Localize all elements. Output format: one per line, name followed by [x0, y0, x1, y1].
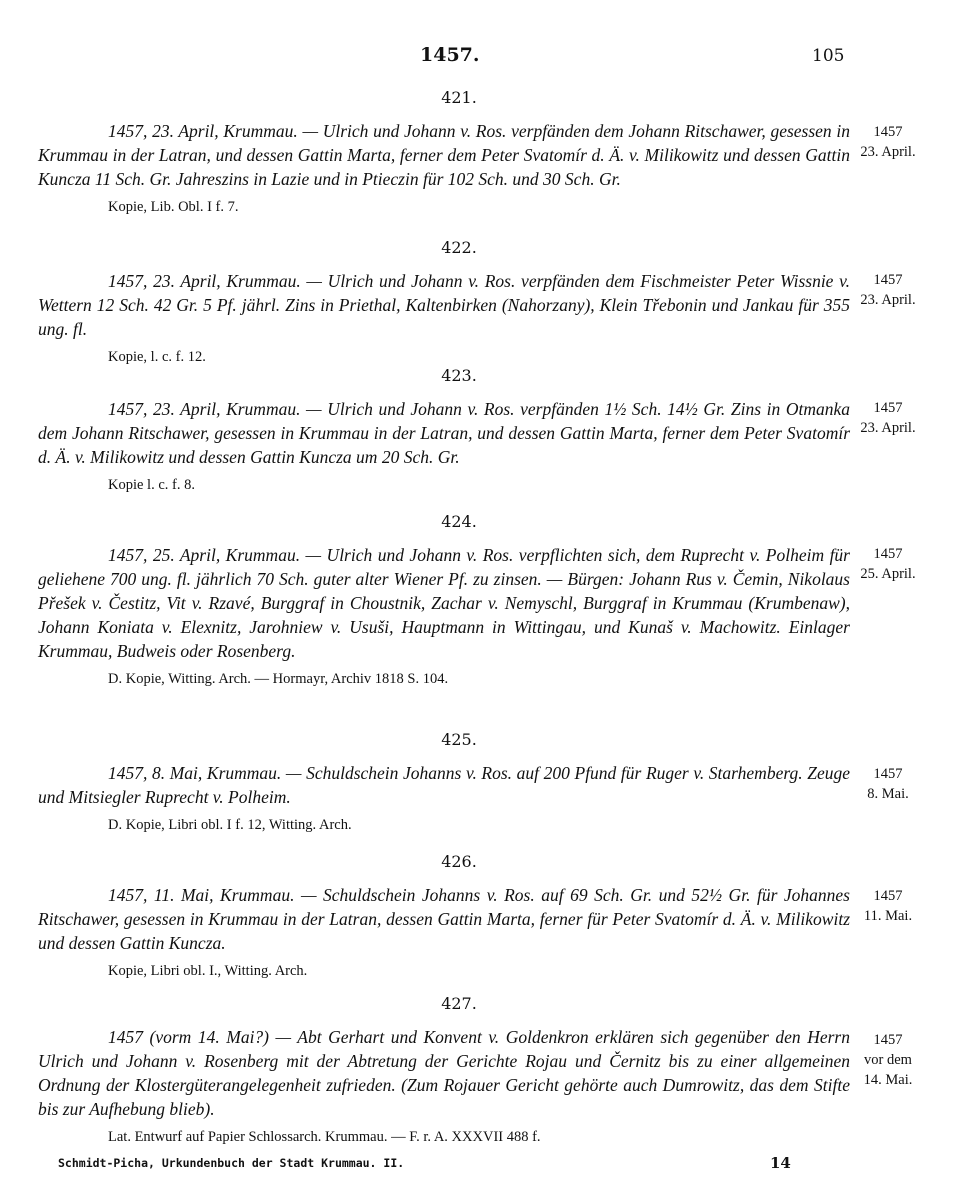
entry-source: Kopie, Libri obl. I., Witting. Arch.: [108, 963, 308, 979]
entry-422: [38, 238, 850, 366]
running-header-year: 1457.: [420, 44, 480, 66]
entry-427: [38, 994, 850, 1146]
margin-date-427: 1457 vor dem 14. Mai.: [863, 1032, 913, 1088]
entry-number: 422.: [441, 238, 477, 257]
margin-date-421: 1457 23. April.: [860, 124, 916, 160]
entry-number: 421.: [441, 88, 477, 107]
margin-date-423: 1457 23. April.: [860, 400, 916, 436]
entry-text: 1457, 23. April, Krummau. — Ulrich und Johann v. Ros. verpfänden 1½ Sch. 14½ Gr. Zins in Otmanka dem Johann Ritschawer, gesessen in Krummau in der Latran, und dessen Gattin Marta, ferner dem Peter Svatomír d. Ä. v. Milikowitz und dessen Gattin Kuncza um 20 Sch. Gr.: [38, 399, 850, 467]
margin-date-426: 1457 11. Mai.: [863, 888, 913, 924]
entry-source: Kopie l. c. f. 8.: [108, 477, 195, 493]
footer-citation: Schmidt-Picha, Urkundenbuch der Stadt Krummau. II.: [58, 1156, 405, 1170]
entry-text: 1457, 11. Mai, Krummau. — Schuldschein Johanns v. Ros. auf 69 Sch. Gr. und 52½ Gr. für Johannes Ritschawer, gesessen in Krummau in der Latran, dessen Gattin Marta, ferner für Peter Svatomír d. Ä. v. Milikowitz und dessen Gattin Kuncza.: [38, 885, 850, 953]
entry-source: Lat. Entwurf auf Papier Schlossarch. Krummau. — F. r. A. XXXVII 488 f.: [108, 1129, 541, 1145]
entry-source: Kopie, l. c. f. 12.: [108, 349, 206, 365]
entry-number: 423.: [441, 366, 477, 385]
entry-source: Kopie, Lib. Obl. I f. 7.: [108, 199, 239, 215]
entry-426: [38, 852, 850, 980]
footer-signature: 14: [770, 1154, 791, 1172]
margin-date-422: 1457 23. April.: [860, 272, 916, 308]
page-number: 105: [812, 46, 845, 66]
entry-source: D. Kopie, Libri obl. I f. 12, Witting. Arch.: [108, 817, 352, 833]
entry-421: [38, 88, 850, 216]
entry-number: 424.: [441, 512, 477, 531]
entry-number: 426.: [441, 852, 477, 871]
entry-423: [38, 366, 850, 494]
entry-text: 1457, 23. April, Krummau. — Ulrich und Johann v. Ros. verpfänden dem Fischmeister Peter Wissnie v. Wettern 12 Sch. 42 Gr. 5 Pf. jährl. Zins in Priethal, Kaltenbirken (Nahorzany), Klein Třebonin und Jankau für 355 ung. fl.: [38, 271, 850, 339]
entry-424: [38, 512, 850, 688]
entry-text: 1457, 25. April, Krummau. — Ulrich und Johann v. Ros. verpflichten sich, dem Ruprecht v. Polheim für geliehene 700 ung. fl. jährlich 70 Sch. guter alter Wiener Pf. zu zinsen. — Bürgen: Johann Rus v. Čemin, Nikolaus Přešek v. Čestitz, Vit v. Rzavé, Burggraf in Choustnik, Zachar v. Nemyschl, Burggraf in Krummau (Krumbenaw), Johann Koniata v. Elexnitz, Jarohniew v. Usuši, Hauptmann in Wittingau, und Kunaš v. Machowitz. Einlager Krummau, Budweis oder Rosenberg.: [38, 545, 850, 661]
entry-source: D. Kopie, Witting. Arch. — Hormayr, Archiv 1818 S. 104.: [108, 671, 449, 687]
entry-text: 1457, 23. April, Krummau. — Ulrich und Johann v. Ros. verpfänden dem Johann Ritschawer, gesessen in Krummau in der Latran, und dessen Gattin Marta, ferner dem Peter Svatomír d. Ä. v. Milikowitz und dessen Gattin Kuncza 11 Sch. Gr. Jahreszins in Lazie und in Ptieczin für 102 Sch. und 30 Sch. Gr.: [38, 121, 850, 189]
margin-date-425: 1457 8. Mai.: [867, 766, 909, 802]
margin-date-424: 1457 25. April.: [860, 546, 916, 582]
entry-text: 1457, 8. Mai, Krummau. — Schuldschein Johanns v. Ros. auf 200 Pfund für Ruger v. Starhemberg. Zeuge und Mitsiegler Ruprecht v. Polheim.: [38, 763, 850, 807]
entry-number: 425.: [441, 730, 477, 749]
entry-text: 1457 (vorm 14. Mai?) — Abt Gerhart und Konvent v. Goldenkron erklären sich gegenüber den Herrn Ulrich und Johann v. Rosenberg mit der Abtretung der Gerichte Rojau und Černitz bis zu einer allgemeinen Ordnung der Klostergüterangelegenheit zufrieden. (Zum Rojauer Gericht gehörte auch Dumrowitz, das dem Stifte bis zur Aufhebung blieb).: [38, 1027, 850, 1119]
entry-number: 427.: [441, 994, 477, 1013]
entry-425: [38, 730, 850, 834]
